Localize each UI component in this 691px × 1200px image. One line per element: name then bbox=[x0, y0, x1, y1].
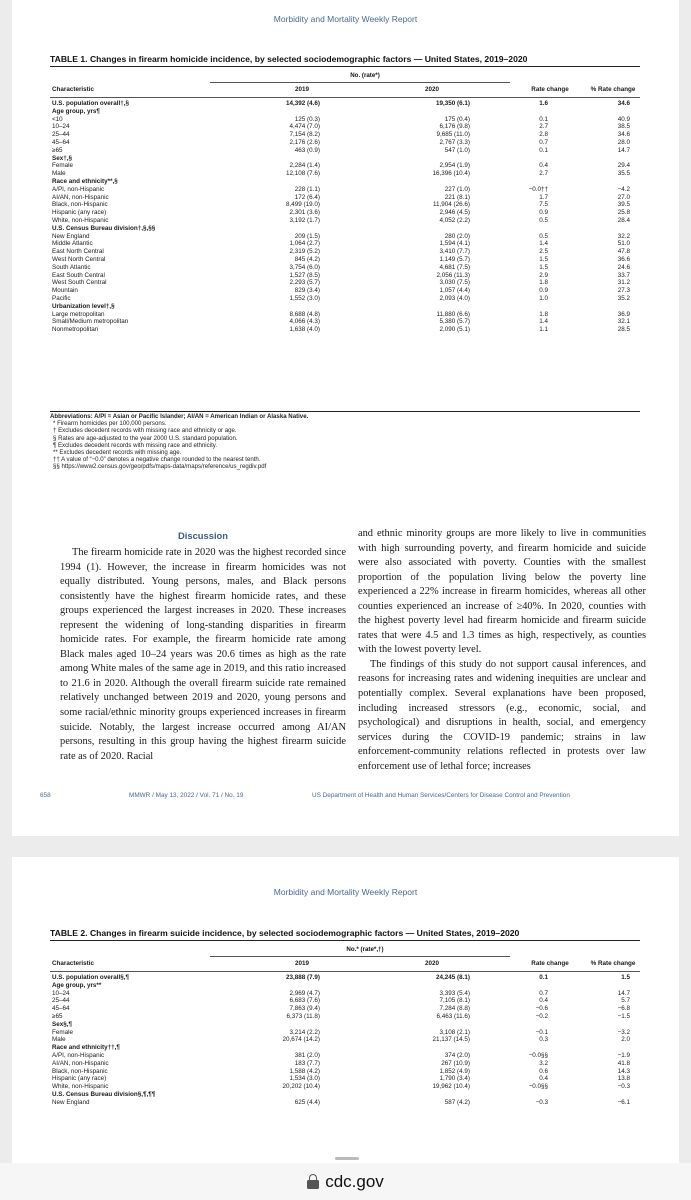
cell-rate-change: 0.9 bbox=[539, 287, 548, 295]
cell-2020: 1,790 (3.4) bbox=[439, 1075, 470, 1083]
cell-2019: 3,214 (2.2) bbox=[289, 1028, 320, 1036]
cell-pct-change: 34.6 bbox=[617, 100, 630, 107]
cell-pct-change: 14.7 bbox=[617, 989, 630, 997]
cell-rate-change: 0.4 bbox=[539, 1075, 548, 1083]
cell-pct-change: 28.4 bbox=[617, 217, 630, 224]
cell-pct-change: 51.0 bbox=[617, 240, 630, 248]
cell-2019: 381 (2.0) bbox=[294, 1052, 320, 1059]
cell-2020: 374 (2.0) bbox=[444, 1052, 470, 1059]
row-label: Male bbox=[52, 170, 66, 178]
table-1-footnotes bbox=[50, 413, 640, 471]
cell-2020: 2,946 (4.5) bbox=[439, 209, 470, 217]
table-rule bbox=[50, 411, 640, 412]
cell-rate-change: 1.4 bbox=[539, 240, 548, 248]
cell-pct-change: 36.6 bbox=[617, 256, 630, 263]
row-label: East North Central bbox=[52, 248, 104, 256]
cell-2020: 2,056 (11.3) bbox=[436, 271, 470, 279]
cell-2019: 4,066 (4.3) bbox=[289, 318, 320, 326]
row-label: 45–64 bbox=[52, 1005, 70, 1013]
cell-2020: 1,852 (4.9) bbox=[439, 1067, 470, 1075]
cell-rate-change: 0.1 bbox=[539, 146, 548, 154]
cell-pct-change: −1.9 bbox=[617, 1052, 630, 1059]
cell-2020: 1,149 (5.7) bbox=[439, 256, 470, 263]
row-label: West South Central bbox=[52, 279, 107, 287]
footnote: ** Excludes decedent records with missing age. bbox=[53, 449, 182, 457]
cell-2020: 221 (8.1) bbox=[444, 193, 470, 201]
cell-rate-change: 3.2 bbox=[539, 1059, 548, 1067]
cell-2019: 6,373 (11.8) bbox=[286, 1013, 320, 1020]
cell-pct-change: 39.5 bbox=[617, 201, 630, 209]
row-label: Sex†,§ bbox=[52, 154, 72, 162]
cell-2020: 3,393 (5.4) bbox=[439, 989, 470, 997]
cell-rate-change: −0.2 bbox=[535, 1013, 548, 1020]
footnote: § Rates are age-adjusted to the year 2000 U.S. standard population. bbox=[53, 434, 238, 442]
citation: MMWR / May 13, 2022 / Vol. 71 / No. 19 bbox=[129, 792, 244, 799]
discussion-left-column bbox=[60, 546, 346, 764]
cell-rate-change: 1.8 bbox=[539, 310, 548, 318]
cell-rate-change: 0.6 bbox=[539, 1067, 548, 1075]
table-rule bbox=[210, 956, 510, 957]
cell-2020: 547 (1.0) bbox=[444, 146, 470, 154]
cell-2020: 16,396 (10.4) bbox=[432, 170, 470, 178]
cell-pct-change: −4.2 bbox=[617, 185, 630, 193]
cell-rate-change: 1.5 bbox=[539, 256, 548, 263]
abbreviations: Abbreviations: A/PI = Asian or Pacific Islander; AI/AN = American Indian or Alaska Native. bbox=[50, 413, 309, 420]
cell-pct-change: 35.2 bbox=[617, 295, 630, 302]
cell-rate-change: 1.8 bbox=[539, 279, 548, 287]
cell-2019: 228 (1.1) bbox=[294, 185, 320, 193]
table-2-span-header: No.* (rate*,†) bbox=[346, 946, 384, 953]
cell-2020: 6,463 (11.6) bbox=[436, 1013, 470, 1020]
cell-2020: 2,767 (3.3) bbox=[439, 139, 470, 146]
footnote: †† A value of “−0.0” denotes a negative change rounded to the nearest tenth. bbox=[53, 456, 261, 464]
cell-2019: 2,969 (4.7) bbox=[289, 989, 320, 997]
cell-2020: 9,685 (11.0) bbox=[436, 131, 470, 139]
discussion-paragraph: The firearm homicide rate in 2020 was the highest recorded since 1994 (1). However, the increase in firearm homicides was not equally distributed. Young persons, males, and Black persons consistently have the highest firearm homicide rates, and these groups experienced the largest increases in 2020. These increases represent the widening of long-standing disparities in firearm homicide rates. For example, the firearm homicide rate among Black males aged 10–24 years was 20.6 times as high as the rate among White males of the same age in 2019, and this ratio increased to 21.6 in 2020. Although the overall firearm suicide rate remained relatively unchanged between 2019 and 2020, young persons and some racial/ethnic minority groups experienced increases in firearm suicide. Notably, the largest increase occurred among AI/AN persons, resulting in this group having the highest firearm suicide rate as of 2020. Racial bbox=[60, 547, 346, 762]
running-head: Morbidity and Mortality Weekly Report bbox=[273, 14, 418, 24]
cell-pct-change: 41.8 bbox=[617, 1059, 630, 1067]
table-rule bbox=[50, 940, 640, 941]
cell-rate-change: 1.0 bbox=[539, 295, 548, 302]
row-label: 25–44 bbox=[52, 997, 70, 1005]
cell-2019: 2,284 (1.4) bbox=[289, 162, 320, 170]
table-rule bbox=[50, 971, 640, 972]
cell-2019: 6,683 (7.6) bbox=[289, 997, 320, 1005]
cell-2020: 2,090 (5.1) bbox=[439, 326, 470, 334]
row-label: Age group, yrs** bbox=[52, 981, 102, 989]
cell-rate-change: 0.4 bbox=[539, 997, 548, 1005]
row-label: 45–64 bbox=[52, 139, 70, 146]
cell-2020: 280 (2.0) bbox=[444, 232, 470, 240]
cell-rate-change: −0.3 bbox=[535, 1098, 548, 1106]
cell-2019: 183 (7.7) bbox=[294, 1059, 320, 1067]
row-label: Large metropolitan bbox=[52, 310, 105, 318]
cell-pct-change: −3.2 bbox=[617, 1028, 630, 1036]
cell-rate-change: 2.5 bbox=[539, 248, 548, 256]
row-label: U.S. Census Bureau division§,¶,¶¶ bbox=[52, 1091, 156, 1098]
cell-rate-change: 1.7 bbox=[539, 193, 548, 201]
cell-pct-change: −0.3 bbox=[617, 1083, 630, 1091]
cell-pct-change: 5.7 bbox=[621, 997, 630, 1005]
row-label: White, non-Hispanic bbox=[52, 217, 109, 224]
footnote: ¶ Excludes decedent records with missing race and ethnicity. bbox=[53, 441, 218, 449]
row-label: Black, non-Hispanic bbox=[52, 201, 108, 209]
cell-2019: 23,888 (7.9) bbox=[286, 974, 320, 981]
row-label: Hispanic (any race) bbox=[52, 209, 107, 217]
row-label: 10–24 bbox=[52, 123, 70, 131]
cell-2020: 5,380 (5.7) bbox=[439, 318, 470, 326]
cell-2019: 172 (6.4) bbox=[294, 193, 320, 201]
row-label: ≥65 bbox=[52, 1013, 63, 1020]
cell-rate-change: −0.6 bbox=[535, 1005, 548, 1013]
row-label: East South Central bbox=[52, 271, 105, 279]
header-characteristic: Characteristic bbox=[52, 960, 94, 967]
cell-2019: 3,754 (6.0) bbox=[289, 263, 320, 271]
cell-pct-change: −6.8 bbox=[617, 1005, 630, 1013]
header-2019: 2019 bbox=[294, 960, 309, 967]
cell-rate-change: −0.1 bbox=[535, 1028, 548, 1036]
cell-2020: 227 (1.0) bbox=[444, 185, 470, 193]
discussion-heading: Discussion bbox=[177, 530, 228, 541]
row-label: White, non-Hispanic bbox=[52, 1083, 109, 1091]
row-label: New England bbox=[52, 1098, 90, 1106]
cell-rate-change: 2.7 bbox=[539, 123, 548, 131]
cell-rate-change: 2.8 bbox=[539, 131, 548, 139]
cell-rate-change: −0.0†† bbox=[528, 185, 548, 193]
row-label: Mountain bbox=[52, 287, 78, 295]
cell-2020: 7,284 (8.8) bbox=[439, 1005, 470, 1013]
cell-2019: 8,688 (4.8) bbox=[289, 310, 320, 318]
page-2 bbox=[12, 857, 679, 1163]
cell-2019: 1,638 (4.0) bbox=[289, 326, 320, 334]
cell-2019: 7,154 (8.2) bbox=[289, 131, 320, 139]
cell-rate-change: 0.1 bbox=[539, 115, 548, 123]
row-label: Middle Atlantic bbox=[52, 240, 93, 248]
cell-pct-change: 34.6 bbox=[617, 131, 630, 139]
cell-2020: 1,057 (4.4) bbox=[439, 287, 470, 295]
cell-pct-change: 14.7 bbox=[617, 146, 630, 154]
cell-rate-change: 0.7 bbox=[539, 989, 548, 997]
row-label: Female bbox=[52, 162, 73, 170]
header-2020: 2020 bbox=[424, 960, 439, 967]
row-label: U.S. population overall§,¶ bbox=[52, 974, 129, 981]
scroll-indicator[interactable] bbox=[335, 1157, 359, 1160]
row-label: U.S. population overall†,§ bbox=[52, 100, 129, 107]
row-label: West North Central bbox=[52, 256, 106, 263]
table-1-span-header: No. (rate*) bbox=[350, 72, 380, 79]
row-label: AI/AN, non-Hispanic bbox=[52, 193, 109, 201]
url-text[interactable]: cdc.gov bbox=[325, 1172, 384, 1191]
cell-2019: 12,108 (7.6) bbox=[286, 170, 320, 178]
cell-2020: 6,176 (9.8) bbox=[439, 123, 470, 131]
row-label: AI/AN, non-Hispanic bbox=[52, 1059, 109, 1067]
cell-2019: 1,552 (3.0) bbox=[289, 295, 320, 302]
table-2-title: TABLE 2. Changes in firearm suicide incidence, by selected sociodemographic factors — United States, 2019–2020 bbox=[50, 928, 520, 938]
cell-pct-change: 36.9 bbox=[617, 310, 630, 318]
cell-rate-change: 0.5 bbox=[539, 217, 548, 224]
row-label: 25–44 bbox=[52, 131, 70, 139]
row-label: A/PI, non-Hispanic bbox=[52, 185, 105, 193]
row-label: Age group, yrs¶ bbox=[52, 107, 100, 115]
row-label: Male bbox=[52, 1036, 66, 1044]
table-1-title: TABLE 1. Changes in firearm homicide incidence, by selected sociodemographic factors — United States, 2019–2020 bbox=[50, 54, 528, 64]
cell-2020: 3,410 (7.7) bbox=[439, 248, 470, 256]
cell-2019: 7,863 (9.4) bbox=[289, 1005, 320, 1013]
cell-pct-change: 2.0 bbox=[621, 1036, 630, 1044]
cell-2020: 587 (4.2) bbox=[444, 1098, 470, 1106]
cell-2020: 3,030 (7.5) bbox=[439, 279, 470, 287]
header-characteristic: Characteristic bbox=[52, 86, 94, 93]
cell-rate-change: −0.0§§ bbox=[528, 1083, 548, 1091]
cell-2019: 1,588 (4.2) bbox=[289, 1067, 320, 1075]
header-rate-change: Rate change bbox=[531, 86, 569, 93]
header-2020: 2020 bbox=[424, 86, 439, 93]
cell-pct-change: −6.1 bbox=[617, 1098, 630, 1106]
cell-2020: 11,880 (6.6) bbox=[436, 310, 470, 318]
cell-pct-change: −1.5 bbox=[617, 1013, 630, 1020]
cell-pct-change: 13.8 bbox=[617, 1075, 630, 1083]
row-label: ≥65 bbox=[52, 146, 63, 154]
cell-pct-change: 31.2 bbox=[617, 279, 630, 287]
cell-2020: 19,350 (6.1) bbox=[436, 100, 470, 107]
cell-pct-change: 40.9 bbox=[617, 115, 630, 123]
cell-rate-change: 0.7 bbox=[539, 139, 548, 146]
cell-2019: 3,192 (1.7) bbox=[289, 217, 320, 224]
cell-pct-change: 28.5 bbox=[617, 326, 630, 334]
cell-2020: 7,105 (8.1) bbox=[439, 997, 470, 1005]
cell-2019: 845 (4.2) bbox=[294, 256, 320, 263]
row-label: Nonmetropolitan bbox=[52, 326, 99, 334]
cell-2020: 4,052 (2.2) bbox=[439, 217, 470, 224]
row-label: South Atlantic bbox=[52, 263, 91, 271]
lock-icon bbox=[307, 1174, 319, 1189]
cell-2019: 125 (0.3) bbox=[294, 115, 320, 123]
row-label: 10–24 bbox=[52, 989, 70, 997]
cell-pct-change: 14.3 bbox=[617, 1067, 630, 1075]
cell-pct-change: 47.8 bbox=[617, 248, 630, 256]
cell-pct-change: 27.3 bbox=[617, 287, 630, 295]
cell-rate-change: 1.6 bbox=[539, 100, 548, 107]
cell-2020: 19,962 (10.4) bbox=[432, 1083, 470, 1091]
running-head: Morbidity and Mortality Weekly Report bbox=[273, 887, 418, 897]
cell-rate-change: 0.3 bbox=[539, 1036, 548, 1044]
cell-2019: 463 (0.9) bbox=[294, 146, 320, 154]
row-label: <10 bbox=[52, 115, 63, 123]
cell-2019: 2,319 (5.2) bbox=[289, 248, 320, 256]
cell-rate-change: 1.5 bbox=[539, 263, 548, 271]
cell-2019: 1,527 (8.5) bbox=[289, 271, 320, 279]
page-number: 658 bbox=[40, 792, 51, 799]
cell-pct-change: 27.0 bbox=[617, 193, 630, 201]
cell-rate-change: 2.9 bbox=[539, 271, 548, 279]
header-2019: 2019 bbox=[294, 86, 309, 93]
row-label: Black, non-Hispanic bbox=[52, 1067, 108, 1075]
footnote: * Firearm homicides per 100,000 persons. bbox=[53, 420, 167, 428]
cell-2020: 3,108 (2.1) bbox=[439, 1028, 470, 1036]
cell-pct-change: 28.0 bbox=[617, 139, 630, 146]
row-label: Small/Medium metropolitan bbox=[52, 318, 129, 326]
cell-pct-change: 32.2 bbox=[617, 232, 630, 240]
cell-rate-change: 2.7 bbox=[539, 170, 548, 178]
cell-pct-change: 33.7 bbox=[617, 271, 630, 279]
cell-rate-change: 0.5 bbox=[539, 232, 548, 240]
discussion-paragraph: and ethnic minority groups are more likely to live in communities with high surrounding poverty, and firearm homicide and suicide were also associated with poverty. Counties with the smallest proportion of the population living below the poverty line experienced a 22% increase in firearm homicides, whereas all other counties experienced an increase of ≥40%. In 2020, counties with the highest poverty level had firearm homicide and firearm suicide rates that were 4.5 and 1.3 times as high, respectively, as counties with the lowest poverty level. bbox=[358, 528, 646, 656]
row-label: A/PI, non-Hispanic bbox=[52, 1052, 105, 1059]
cell-pct-change: 24.6 bbox=[617, 263, 630, 271]
cell-2019: 2,176 (2.6) bbox=[289, 139, 320, 146]
cell-pct-change: 32.1 bbox=[617, 318, 630, 326]
cell-2019: 20,202 (10.4) bbox=[282, 1083, 320, 1091]
cell-2020: 24,245 (8.1) bbox=[436, 974, 470, 981]
page-1 bbox=[12, 0, 679, 836]
footnote: † Excludes decedent records with missing race and ethnicity or age. bbox=[53, 427, 237, 435]
row-label: U.S. Census Bureau division†,§,§§ bbox=[52, 224, 156, 232]
cell-2019: 8,499 (19.0) bbox=[286, 201, 320, 209]
table-rule bbox=[210, 82, 510, 83]
cell-2019: 209 (1.5) bbox=[294, 232, 320, 240]
cell-2020: 2,954 (1.9) bbox=[439, 162, 470, 170]
cell-2020: 2,093 (4.0) bbox=[439, 295, 470, 302]
cell-2020: 1,594 (4.1) bbox=[439, 240, 470, 248]
cell-2019: 829 (3.4) bbox=[294, 287, 320, 295]
row-label: Sex§,¶ bbox=[52, 1020, 72, 1028]
cell-2019: 1,064 (2.7) bbox=[289, 240, 320, 248]
cell-2020: 11,904 (26.6) bbox=[433, 201, 470, 209]
cell-rate-change: 7.5 bbox=[539, 201, 548, 209]
row-label: Female bbox=[52, 1028, 73, 1036]
cell-2019: 4,474 (7.0) bbox=[289, 123, 320, 131]
cell-rate-change: 0.9 bbox=[539, 209, 548, 217]
agency-line: US Department of Health and Human Services/Centers for Disease Control and Prevention bbox=[312, 792, 570, 799]
cell-pct-change: 25.8 bbox=[617, 209, 630, 217]
cell-rate-change: 1.4 bbox=[539, 318, 548, 326]
row-label: Race and ethnicity††,¶ bbox=[52, 1044, 120, 1052]
row-label: Hispanic (any race) bbox=[52, 1075, 107, 1083]
cell-2020: 21,137 (14.5) bbox=[432, 1036, 470, 1044]
cell-pct-change: 29.4 bbox=[617, 162, 630, 170]
table-rule bbox=[50, 66, 640, 67]
row-label: Urbanization level†,§ bbox=[52, 302, 115, 310]
cell-pct-change: 38.5 bbox=[617, 123, 630, 131]
cell-2020: 175 (0.4) bbox=[444, 115, 470, 123]
discussion-paragraph: The findings of this study do not support causal inferences, and reasons for increasing rates and widening inequities are unclear and potentially complex. Several explanations have been proposed, including increased stressors (e.g., economic, social, and psychological) and disruptions in health, social, and emergency services during the COVID-19 pandemic; strains in law enforcement-community relations reflected in protests over law enforcement use of lethal force; increases bbox=[358, 658, 646, 772]
header-rate-change: Rate change bbox=[531, 960, 569, 967]
cell-2020: 267 (10.9) bbox=[441, 1059, 470, 1067]
cell-2019: 625 (4.4) bbox=[294, 1098, 320, 1106]
footnote-link[interactable]: §§ https://www2.census.gov/geo/pdfs/maps-data/maps/reference/us_regdiv.pdf bbox=[53, 463, 267, 471]
table-rule bbox=[50, 97, 640, 98]
cell-2019: 20,674 (14.2) bbox=[282, 1036, 320, 1044]
cell-pct-change: 1.5 bbox=[621, 974, 630, 981]
header-pct-change: % Rate change bbox=[590, 86, 636, 93]
cell-2019: 2,293 (5.7) bbox=[289, 279, 320, 287]
cell-rate-change: −0.0§§ bbox=[528, 1052, 548, 1059]
browser-url-bar[interactable] bbox=[0, 1163, 691, 1200]
row-label: Pacific bbox=[52, 295, 71, 302]
cell-2019: 1,534 (3.0) bbox=[289, 1075, 320, 1083]
discussion-right-column bbox=[358, 527, 646, 774]
cell-rate-change: 0.1 bbox=[539, 974, 548, 981]
header-pct-change: % Rate change bbox=[590, 960, 636, 967]
cell-rate-change: 0.4 bbox=[539, 162, 548, 170]
cell-2019: 14,392 (4.6) bbox=[286, 100, 320, 107]
cell-pct-change: 35.5 bbox=[617, 170, 630, 178]
row-label: New England bbox=[52, 232, 90, 240]
cell-rate-change: 1.1 bbox=[539, 326, 548, 334]
row-label: Race and ethnicity**,§ bbox=[52, 178, 118, 185]
cell-2020: 4,681 (7.5) bbox=[439, 263, 470, 271]
cell-2019: 2,301 (3.6) bbox=[289, 209, 320, 217]
